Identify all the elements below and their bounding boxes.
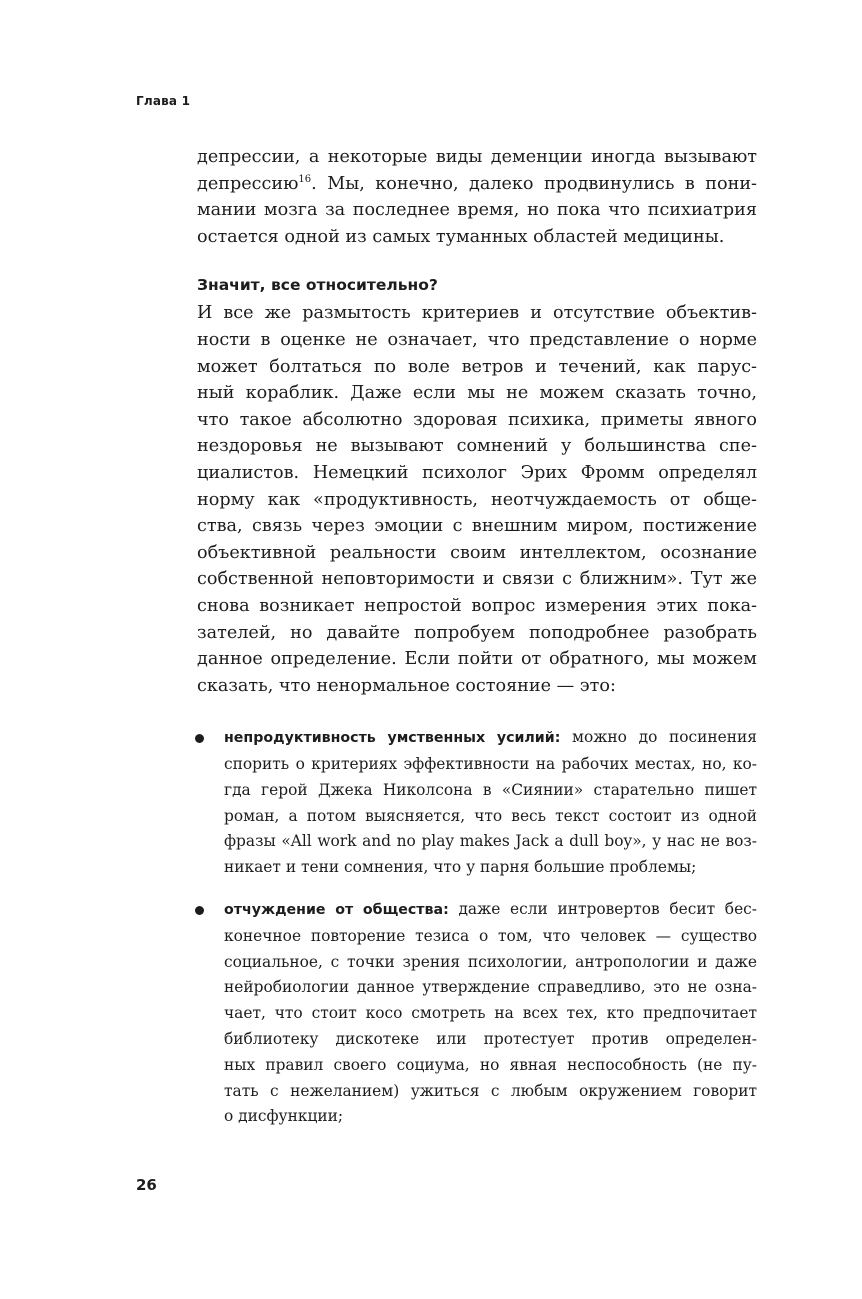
text-line: снова возникает непростой вопрос измерения этих пока-	[197, 595, 757, 616]
bullet-dot-icon	[195, 734, 204, 743]
text-line: ных правил своего социума, но явная неспособность (не пу-	[224, 1055, 757, 1074]
text-line: ный кораблик. Даже если мы не можем сказать точно,	[197, 383, 757, 404]
intro-paragraph	[197, 144, 757, 250]
text-line: депрессию$^{16}$. Мы, конечно, далеко продвинулись в пони-	[197, 173, 757, 194]
section-heading: Значит, все относительно?	[197, 276, 438, 295]
text-line: библиотеку дискотеке или протестует против определен-	[224, 1030, 757, 1049]
list-item-text	[224, 725, 757, 881]
text-line: И все же размытость критериев и отсутствие объектив-	[197, 303, 757, 324]
text-line: данное определение. Если пойти от обратного, мы можем	[197, 649, 757, 670]
text-line: мании мозга за последнее время, но пока что психиатрия	[197, 200, 757, 221]
text-line: циалистов. Немецкий психолог Эрих Фромм определял	[197, 462, 757, 483]
running-head-chapter: Глава 1	[136, 94, 191, 108]
text-line: объективной реальности своим интеллектом, осознание	[197, 542, 757, 563]
bullet-list	[195, 725, 757, 1130]
footnote-ref[interactable]: 16	[298, 173, 312, 185]
text-line: фразы «All work and no play makes Jack a dull boy», у нас не воз-	[224, 832, 757, 851]
list-item	[195, 897, 757, 1130]
page-number: 26	[136, 1176, 157, 1194]
text-line: социальное, с точки зрения психологии, антропологии и даже	[224, 952, 757, 971]
text-line: о дисфункции;	[224, 1107, 344, 1126]
text-line: собственной неповторимости и связи с ближним». Тут же	[197, 569, 757, 590]
section-paragraph	[197, 300, 757, 699]
text-line: нейробиологии данное утверждение справедливо, это не озна-	[224, 978, 757, 997]
text-line: депрессии, а некоторые виды деменции иногда вызывают	[197, 147, 757, 167]
text-line: нездоровья не вызывают сомнений у большинства спе-	[197, 436, 757, 457]
text-line: непродуктивность умственных усилий: можно до посинения	[224, 728, 757, 747]
text-line: ности в оценке не означает, что представление о норме	[197, 329, 757, 350]
text-line: отчуждение от общества: даже если интровертов бесит бес-	[224, 900, 757, 919]
text-line: ства, связь через эмоции с внешним миром, постижение	[197, 516, 757, 537]
text-line: конечное повторение тезиса о том, что человек — существо	[224, 926, 757, 945]
text-line: тать с нежеланием) ужиться с любым окружением говорит	[224, 1081, 757, 1100]
text-line: чает, что стоит косо смотреть на всех тех, кто предпочитает	[224, 1004, 757, 1023]
text-line: норму как «продуктивность, неотчуждаемость от обще-	[197, 489, 757, 510]
text-line: что такое абсолютно здоровая психика, приметы явного	[197, 409, 757, 430]
main-text	[197, 144, 757, 1146]
list-item	[195, 725, 757, 881]
list-item-term: отчуждение от общества:	[224, 902, 449, 919]
text-line: роман, а потом выясняется, что весь текст состоит из одной	[224, 806, 757, 825]
text-line: сказать, что ненормальное состояние — это:	[197, 675, 616, 696]
text-line: остается одной из самых туманных областей медицины.	[197, 226, 725, 247]
list-item-term: непродуктивность умственных усилий:	[224, 730, 561, 747]
text-line: никает и тени сомнения, что у парня большие проблемы;	[224, 858, 697, 877]
text-line: может болтаться по воле ветров и течений, как парус-	[197, 356, 757, 377]
bullet-dot-icon	[195, 906, 204, 915]
text-line: зателей, но давайте попробуем поподробнее разобрать	[197, 622, 757, 643]
text-line: спорить о критериях эффективности на рабочих местах, но, ко-	[224, 755, 757, 774]
list-item-text	[224, 897, 757, 1130]
text-line: гда герой Джека Николсона в «Сиянии» старательно пишет	[224, 780, 757, 799]
